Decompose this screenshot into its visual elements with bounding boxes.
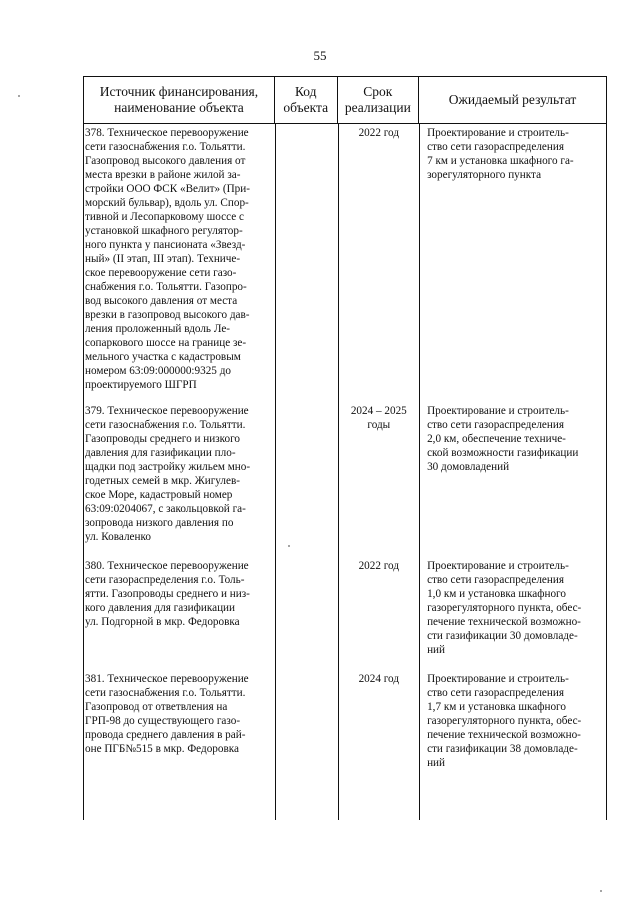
header-source: Источник финансирования, наименование объекта <box>84 77 275 123</box>
cell-term: 2024 год <box>339 670 421 820</box>
cell-result: Проектирование и строитель- ство сети газораспределения 7 км и установка шкафного га- зорегуляторного пункта <box>427 127 574 181</box>
header-code: Код объекта <box>275 77 338 123</box>
cell-source: 379. Техническое перевооружение сети газоснабжения г.о. Тольятти. Газопроводы среднего и низкого давления для газификации пло- щадки под застройку жильем мно- годетных семей в мкр. Жигулев- ское Море, кадастровый номер 63:09:0204067, с закольцовкой га- зопровода низкого давления по ул. Коваленко <box>84 402 276 557</box>
table-header <box>83 76 607 124</box>
table-row <box>84 124 606 402</box>
cell-source: 380. Техническое перевооружение сети газораспределения г.о. Толь- ятти. Газопроводы среднего и низ- кого давления для газификации ул. Подгорной в мкр. Федоровка <box>84 557 276 670</box>
cell-source: 378. Техническое перевооружение сети газоснабжения г.о. Тольятти. Газопровод высокого давления от места врезки в районе жилой за- стройки ООО ФСК «Велит» (При- морский бульвар), вдоль ул. Спор- тивной и Лесопарковому шоссе с установкой шкафного регулятор- ного пункта у пансионата «Звезд- ный» (II этап, III этап). Техниче- ское перевооружение сети газо- снабжения г.о. Тольятти. Газопро- вод высокого давления от места врезки в газопровод высокого дав- ления проложенный вдоль Ле- сопаркового шоссе на границе зе- мельного участка с кадастровым номером 63:09:000000:9325 до проектируемого ШГРП <box>84 124 276 402</box>
cell-code <box>276 557 339 670</box>
cell-result: Проектирование и строитель- ство сети газораспределения 1,7 км и установка шкафного газорегуляторного пункта, обес- печение технической возможно- сти газификации 38 домовладе- ний <box>427 673 582 769</box>
cell-code <box>276 124 339 402</box>
cell-code <box>276 402 339 557</box>
table-body <box>83 124 607 820</box>
cell-source: 381. Техническое перевооружение сети газоснабжения г.о. Тольятти. Газопровод от ответвления на ГРП-98 до существующего газо- провода среднего давления в рай- оне ПГБ№515 в мкр. Федоровка <box>84 670 276 820</box>
cell-term: 2022 год <box>339 557 421 670</box>
scan-speck <box>600 890 602 892</box>
cell-result: Проектирование и строитель- ство сети газораспределения 1,0 км и установка шкафного газорегуляторного пункта, обес- печение технической возможно- сти газификации 30 домовладе- ний <box>427 560 582 656</box>
cell-term: 2022 год <box>339 124 421 402</box>
table-row <box>84 402 606 557</box>
page-number: 55 <box>313 48 327 63</box>
scan-speck <box>288 545 290 547</box>
table-row <box>84 670 606 820</box>
cell-result: Проектирование и строитель- ство сети газораспределения 2,0 км, обеспечение техниче- ской возможности газификации 30 домовладений <box>427 405 579 473</box>
cell-code <box>276 670 339 820</box>
table-row <box>84 557 606 670</box>
cell-term: 2024 – 2025 годы <box>339 402 421 557</box>
scan-speck <box>18 95 20 97</box>
financing-table <box>83 76 607 820</box>
header-term: Срок реализации <box>338 77 420 123</box>
header-result: Ожидаемый результат <box>448 92 577 107</box>
